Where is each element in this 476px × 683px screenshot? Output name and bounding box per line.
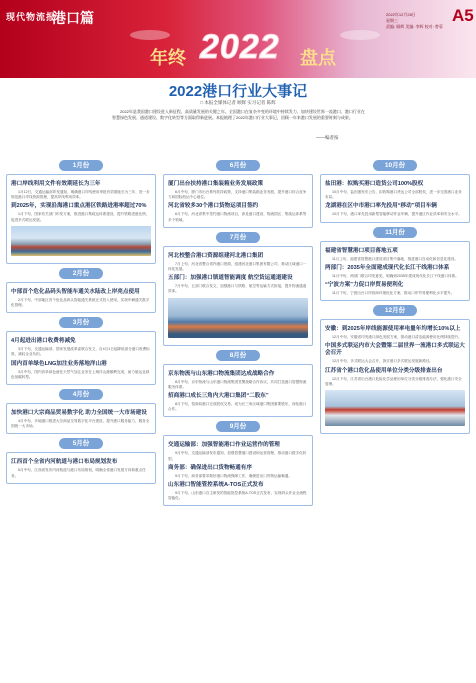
event-body: 12月下旬，江苏省出台港口危险化学品使用单位分类分级排查办法，强化港口安全管理。 bbox=[325, 376, 462, 386]
event-headline: 4月起进出港口收费将减免 bbox=[11, 338, 76, 345]
month-label: 2月份 bbox=[59, 268, 103, 279]
section-title: 港口篇 bbox=[52, 12, 94, 27]
event-body: 8月中旬，京东物流与山东港口物流集团签署战略合作协议，共同打造港口智慧物流服务体系。 bbox=[168, 379, 307, 389]
event-body: 9月中旬，交通运输部发布通知，加强智慧港口建设和运营管理，推动港口数字化转型。 bbox=[168, 451, 307, 461]
month-box bbox=[6, 331, 156, 385]
month-label: 5月份 bbox=[59, 438, 103, 449]
event-body: 4月中旬，多地港口推进大宗商品交易数字化平台建设，提升港口服务能力，服务全国统一大市场。 bbox=[11, 419, 150, 429]
page-number: A5 bbox=[452, 6, 474, 25]
month-box bbox=[6, 174, 156, 264]
event-headline: 商务部：确保进出口货物畅通有序 bbox=[168, 464, 252, 471]
event-body: 11月下旬，宁波出台口岸营商环境优化方案，推动口岸贸易便利化水平提升。 bbox=[332, 291, 455, 296]
issue-info bbox=[386, 12, 443, 30]
event-headline: 盐田港：拟购买港口造货公司100%股权 bbox=[325, 181, 424, 187]
month-label: 1月份 bbox=[59, 160, 103, 171]
month-box bbox=[320, 241, 470, 302]
event-headline: 河北省较多30个港口货物运项目签约 bbox=[168, 203, 259, 210]
event-body: 9月下旬，山东港口自主研发的智能管控系统A-TOS正式发布，实现码头作业全流程智能化。 bbox=[168, 491, 307, 501]
issue-editors: 责编: 顾辉 美编: 李辉 校对: 曾蓉 bbox=[386, 24, 443, 29]
event-body: 12月中旬，多式联运大会召开，探讨港口多式联运发展新路径。 bbox=[332, 359, 434, 364]
event-body: 5月中旬，江西省发布内河航道与港口布局规划，明确全省港口发展方向和重点任务。 bbox=[11, 468, 146, 478]
month-label: 8月份 bbox=[216, 350, 260, 361]
event-body: 1月下旬，国家有关部门印发方案，推进港口集疏运体系建设，提升铁路进港比例，促进多式联运发展。 bbox=[11, 212, 150, 222]
month-label: 12月份 bbox=[373, 305, 417, 316]
event-headline: 五部门：加强港口锁道智能调度 航空货运通道建设 bbox=[168, 275, 293, 282]
event-body: 3月中旬，国内首单绿色液化天然气加注业务在上海洋山港顺利完成，助力航运业绿色低碳转型。 bbox=[11, 369, 150, 379]
event-headline: 中部首个危化品码头智能车通关水陆改上岸亮点使用 bbox=[11, 288, 140, 295]
event-body: 11月中旬，两部门联合印发意见，明确到2035年建成现代化长江干线港口体系。 bbox=[332, 273, 459, 278]
banner-word-left: 年终 bbox=[150, 48, 186, 68]
port-photo bbox=[11, 226, 151, 256]
month-label: 11月份 bbox=[373, 227, 417, 238]
month-label: 6月份 bbox=[216, 160, 260, 171]
month-label: 7月份 bbox=[216, 232, 260, 243]
month-label: 10月份 bbox=[373, 160, 417, 171]
column-2 bbox=[163, 156, 313, 510]
event-headline: 河北校整合港口资源组建河北港口集团 bbox=[168, 252, 264, 259]
event-headline: 安徽：到2025年岸线能源使用率电量年均增长10%以上 bbox=[325, 326, 461, 333]
event-body: 11月上旬，福建省智慧港口建设项目集中落地，推进港口自动化和信息化建设。 bbox=[332, 256, 458, 261]
event-body: 6月中旬，厦门市出台系列扶持政策，支持港口集装箱业务发展，提升港口综合竞争力和国际航运中心地位。 bbox=[168, 190, 307, 200]
event-body: 8月下旬，招商局港口完成股权交易，成为长三角区域港口集团重要股东，深化港口合作。 bbox=[168, 402, 307, 412]
month-box bbox=[6, 282, 156, 313]
intro-paragraph: 2022年是我国港口建设进入新征程、高质量发展的关键之年。全国港口在复杂多变的环境中持续发力，加快建设世界一流港口，港口行业在智慧绿色发展、通道建设、数字化转型等方面取得新进展。本报梳理了2022年港口行业大事记，回顾一年来港口发展的重要时刻与成果。 bbox=[112, 109, 365, 121]
newspaper-brand: 现代物流报 bbox=[6, 12, 57, 22]
banner-word-right: 盘点 bbox=[300, 48, 336, 68]
masthead bbox=[0, 0, 476, 78]
month-box bbox=[6, 403, 156, 434]
event-body: 10月中旬，盐田港发布公告，拟收购港口货运公司全部股权，进一步完善港口业务布局。 bbox=[325, 190, 462, 200]
event-body: 9月下旬，商务部要求做好港口物流保障工作，确保进出口货物运输畅通。 bbox=[175, 473, 292, 478]
event-body: 10月下旬，港口率先投用新型智能移动作业车辆，提升港区作业效率和安全水平。 bbox=[332, 212, 462, 217]
month-label: 4月份 bbox=[59, 389, 103, 400]
event-headline: 港口岸线利用文件有效期延长为三年 bbox=[11, 181, 101, 187]
event-headline: 招商港口成长三角内大港口集团“二股东” bbox=[168, 393, 269, 400]
column-1 bbox=[6, 156, 156, 488]
event-headline: 加快港口大宗商品贸易数字化 助力全国统一大市场建设 bbox=[11, 410, 147, 417]
page-title: 2022港口行业大事记 bbox=[168, 83, 308, 100]
month-box bbox=[6, 452, 156, 483]
event-headline: 福建省智慧港口项目落地五项 bbox=[325, 247, 398, 254]
event-headline: 龙湖港在区中市港口率先投用“移动”项目车辆 bbox=[325, 203, 437, 210]
event-body: 3月下旬，交通运输部、国家发展改革委联合发文，自4月1日起降低部分港口收费标准，减轻企业负担。 bbox=[11, 347, 150, 357]
event-headline: 江西首个全省内河航道与港口布局规划发布 bbox=[11, 459, 118, 466]
column-3 bbox=[320, 156, 470, 438]
cloud-decoration-icon bbox=[340, 30, 380, 40]
banner-year: 2022 bbox=[200, 28, 280, 66]
event-headline: 江苏省个港口危化品使用单位分类分级排查出台 bbox=[325, 367, 443, 374]
event-headline: 国内首单绿色LNG加注业务落地洋山港 bbox=[11, 360, 107, 367]
month-box bbox=[163, 364, 313, 418]
event-headline: “宁波方案”力促口岸贸易便利化 bbox=[325, 282, 404, 289]
event-headline: 中国多式联运内市大会暨第二届世界一流港口多式联运大会召开 bbox=[325, 343, 465, 357]
port-photo bbox=[325, 390, 465, 426]
month-box bbox=[163, 174, 313, 228]
issue-weekday: 星期三 bbox=[386, 18, 398, 23]
event-body: 12月中旬，安徽省印发港口绿色发展方案，推动港口清洁能源使用比例持续提升。 bbox=[332, 335, 462, 340]
month-label: 9月份 bbox=[216, 421, 260, 432]
cloud-decoration-icon bbox=[130, 30, 170, 40]
month-label: 3月份 bbox=[59, 317, 103, 328]
event-body: 6月下旬，河北省集中签约港口物流项目，涉及港口建设、物流园区、集疏运体系等多个领域。 bbox=[168, 212, 307, 222]
month-box bbox=[320, 319, 470, 434]
event-body: 7月中旬，五部门联合发文，加强港口与铁路、航空等运输方式衔接，提升物流通道效率。 bbox=[168, 284, 307, 294]
event-body: 7月上旬，河北省整合省内港口资源，组建河北港口集团有限公司，推动区域港口一体化发展。 bbox=[168, 261, 307, 272]
byline: □ 本报全媒体记者 顾辉 实习记者 陈辉 bbox=[200, 100, 276, 105]
event-headline: 京东物流与山东港口物流集团达成战略合作 bbox=[168, 370, 275, 377]
event-body: 2月下旬，中部地区首个危化品码头智能通关系统正式投入使用，实现车辆通关数字化管理。 bbox=[11, 297, 150, 308]
port-photo bbox=[168, 298, 308, 338]
issue-date: 2022年12月28日 bbox=[386, 12, 416, 17]
event-headline: 山东港口智能管控系统A-TOS正式发布 bbox=[168, 482, 264, 489]
intro-signature: ——编者按 bbox=[316, 135, 339, 140]
month-box bbox=[163, 246, 313, 346]
event-body: 1月12日，交通运输部印发通知，明确港口岸线使用审批有效期延长为三年，进一步规范港口岸线资源管理，提高岸线利用效率。 bbox=[11, 190, 150, 200]
event-headline: 到2025年，实现沿海港口重点港区铁路进港率超过70% bbox=[11, 203, 147, 210]
month-box bbox=[163, 435, 313, 506]
month-box bbox=[320, 174, 470, 223]
event-headline: 厦门出台扶持港口集装箱业务发展政策 bbox=[168, 181, 264, 187]
event-headline: 两部门：2035年全面建成现代化长江干线港口体系 bbox=[325, 264, 450, 271]
event-headline: 交通运输部：加强智能港口作业运营作的管理 bbox=[168, 442, 280, 449]
